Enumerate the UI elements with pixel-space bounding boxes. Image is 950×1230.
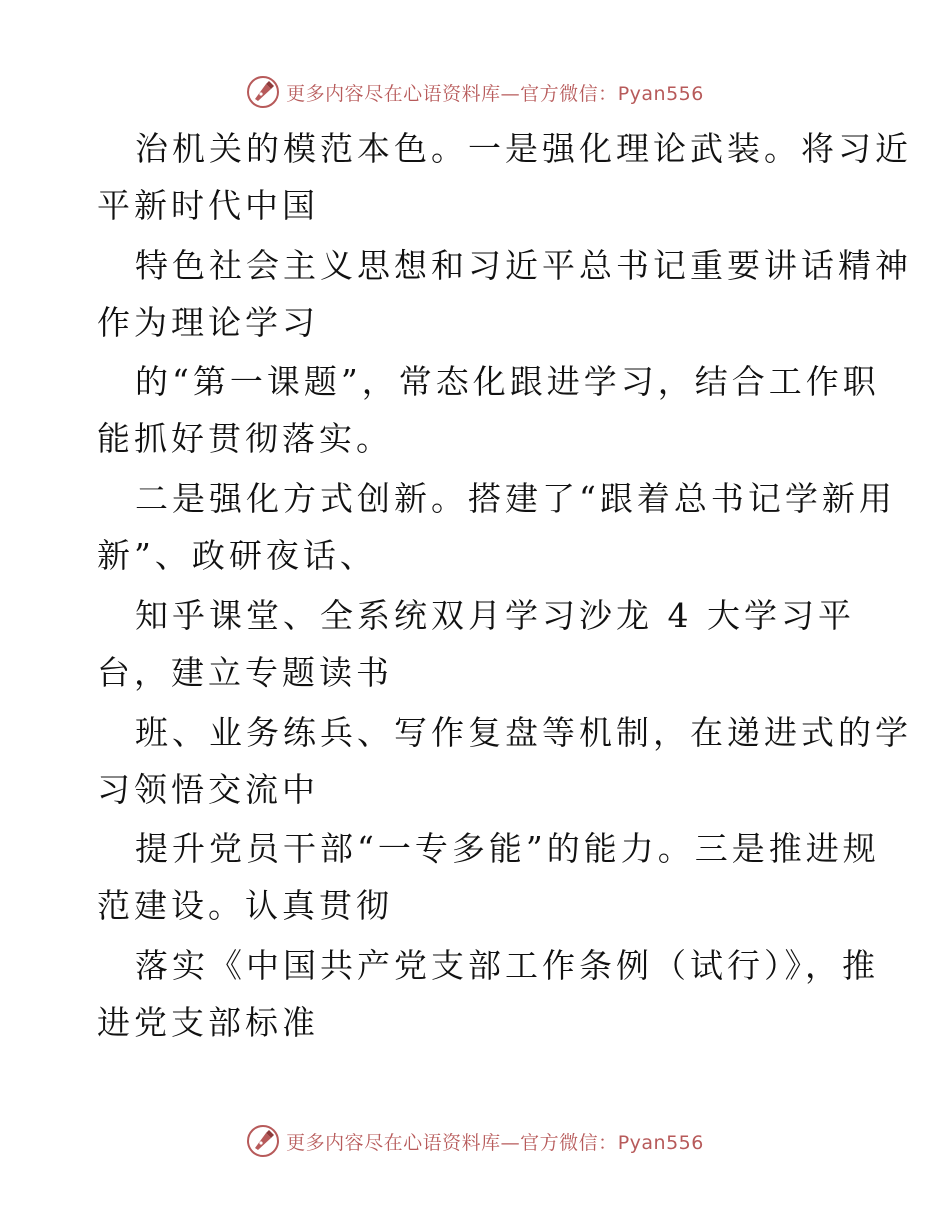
watermark-text [286, 79, 704, 106]
text-line: 知乎课堂、全系统双月学习沙龙 4 大学习平 [135, 596, 855, 635]
text-line: 的“第一课题”，常态化跟进学习，结合工作职 [135, 362, 880, 401]
pen-nib-logo-icon [246, 1124, 280, 1158]
text-line: 落实《中国共产党支部工作条例（试行）》，推 [135, 946, 879, 985]
text-line: 进党支部标准 [97, 1003, 319, 1042]
text-line: 习领悟交流中 [97, 770, 319, 809]
watermark-separator: — [500, 82, 521, 105]
watermark-brand: 更多内容尽在心语资料库 [286, 1131, 501, 1154]
text-line: 平新时代中国 [97, 186, 319, 225]
text-line: 治机关的模范本色。一是强化理论武装。将习近 [135, 129, 912, 168]
text-line: 新”、政研夜话、 [97, 536, 377, 575]
watermark-contact-id: Pyan556 [617, 82, 704, 105]
text-line: 作为理论学习 [97, 303, 319, 342]
text-line: 台，建立专题读书 [97, 653, 393, 692]
watermark-contact-id: Pyan556 [617, 1131, 704, 1154]
watermark-separator: — [500, 1131, 521, 1154]
text-line: 二是强化方式创新。搭建了“跟着总书记学新用 [135, 479, 896, 518]
text-line: 范建设。认真贯彻 [97, 886, 393, 925]
watermark-contact-label: 官方微信： [520, 82, 618, 105]
watermark-brand: 更多内容尽在心语资料库 [286, 82, 501, 105]
text-line: 能抓好贯彻落实。 [97, 419, 393, 458]
pen-nib-logo-icon [246, 75, 280, 109]
footer-watermark [0, 1121, 950, 1161]
watermark-text [286, 1128, 704, 1155]
text-line: 提升党员干部“一专多能”的能力。三是推进规 [135, 829, 880, 868]
text-line: 特色社会主义思想和习近平总书记重要讲话精神 [135, 246, 912, 285]
text-line: 班、业务练兵、写作复盘等机制，在递进式的学 [135, 713, 912, 752]
watermark-contact-label: 官方微信： [520, 1131, 618, 1154]
header-watermark [0, 72, 950, 112]
